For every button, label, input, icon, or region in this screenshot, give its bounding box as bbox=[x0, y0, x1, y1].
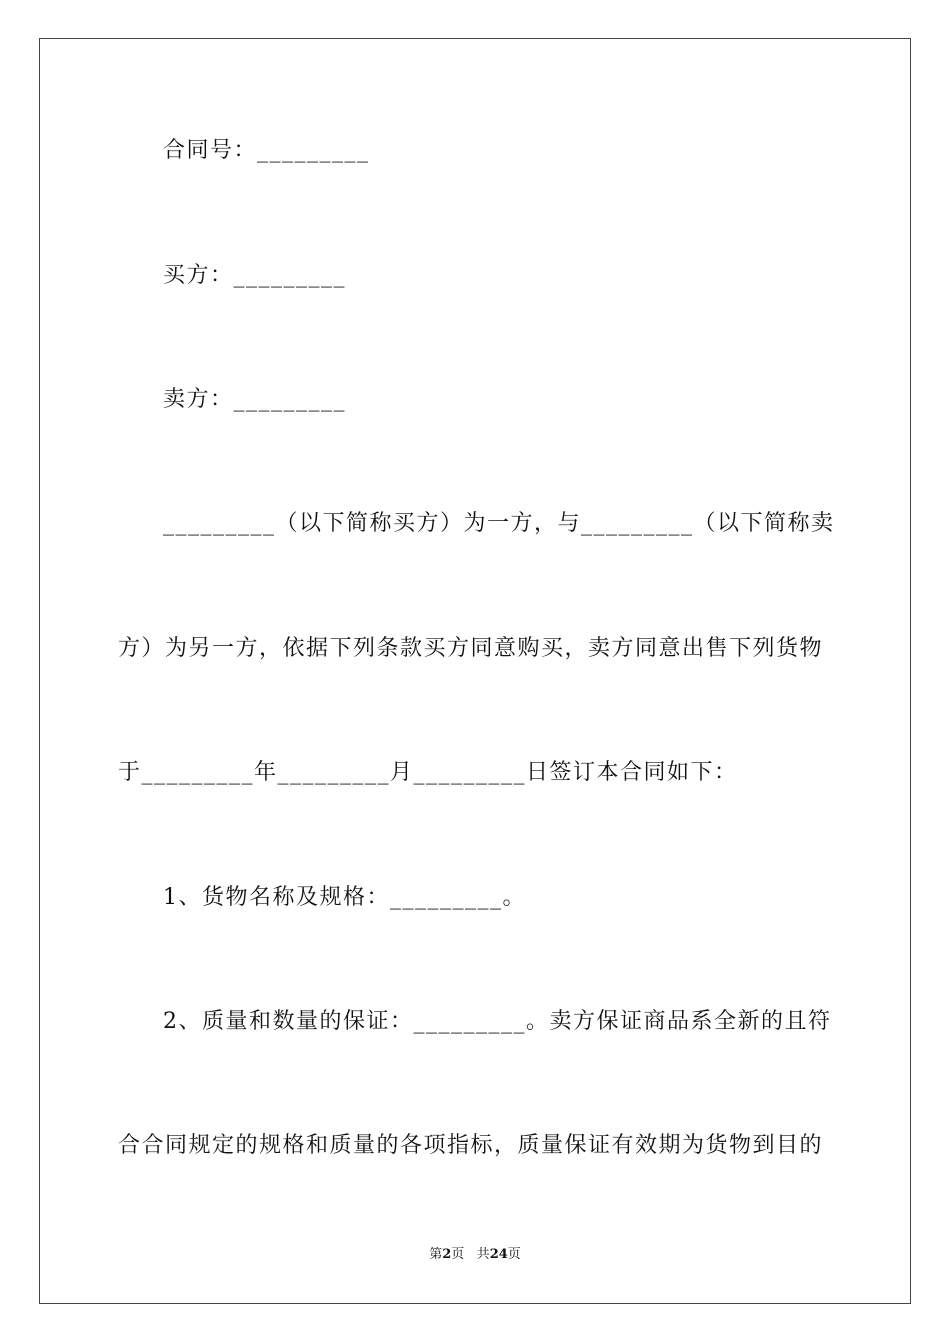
footer-page-number: 2 bbox=[442, 1247, 452, 1262]
page-frame bbox=[39, 38, 911, 1304]
paragraph-line-2: 方）为另一方，依据下列条款买方同意购买，卖方同意出售下列货物 bbox=[118, 636, 824, 661]
paragraph-line-1: _________（以下简称买方）为一方，与_________（以下简称卖 bbox=[163, 511, 835, 536]
footer-total-suffix: 页 bbox=[507, 1247, 521, 1262]
footer-total-label: 共 bbox=[476, 1247, 490, 1262]
footer-page-label: 第 bbox=[429, 1247, 443, 1262]
clause-2-line-1: 2、质量和数量的保证：_________。卖方保证商品系全新的且符 bbox=[163, 1009, 832, 1034]
clause-2-line-2: 合合同规定的规格和质量的各项指标，质量保证有效期为货物到目的 bbox=[118, 1133, 824, 1158]
seller-line: 卖方：_________ bbox=[163, 387, 347, 412]
footer-page-suffix: 页 bbox=[451, 1247, 465, 1262]
clause-1-line: 1、货物名称及规格：_________。 bbox=[163, 885, 526, 910]
paragraph-line-3: 于_________年_________月_________日签订本合同如下： bbox=[118, 760, 738, 785]
page-footer bbox=[0, 1247, 950, 1263]
footer-total-pages: 24 bbox=[489, 1247, 508, 1262]
contract-number-line: 合同号：_________ bbox=[163, 138, 370, 163]
buyer-line: 买方：_________ bbox=[163, 263, 347, 288]
